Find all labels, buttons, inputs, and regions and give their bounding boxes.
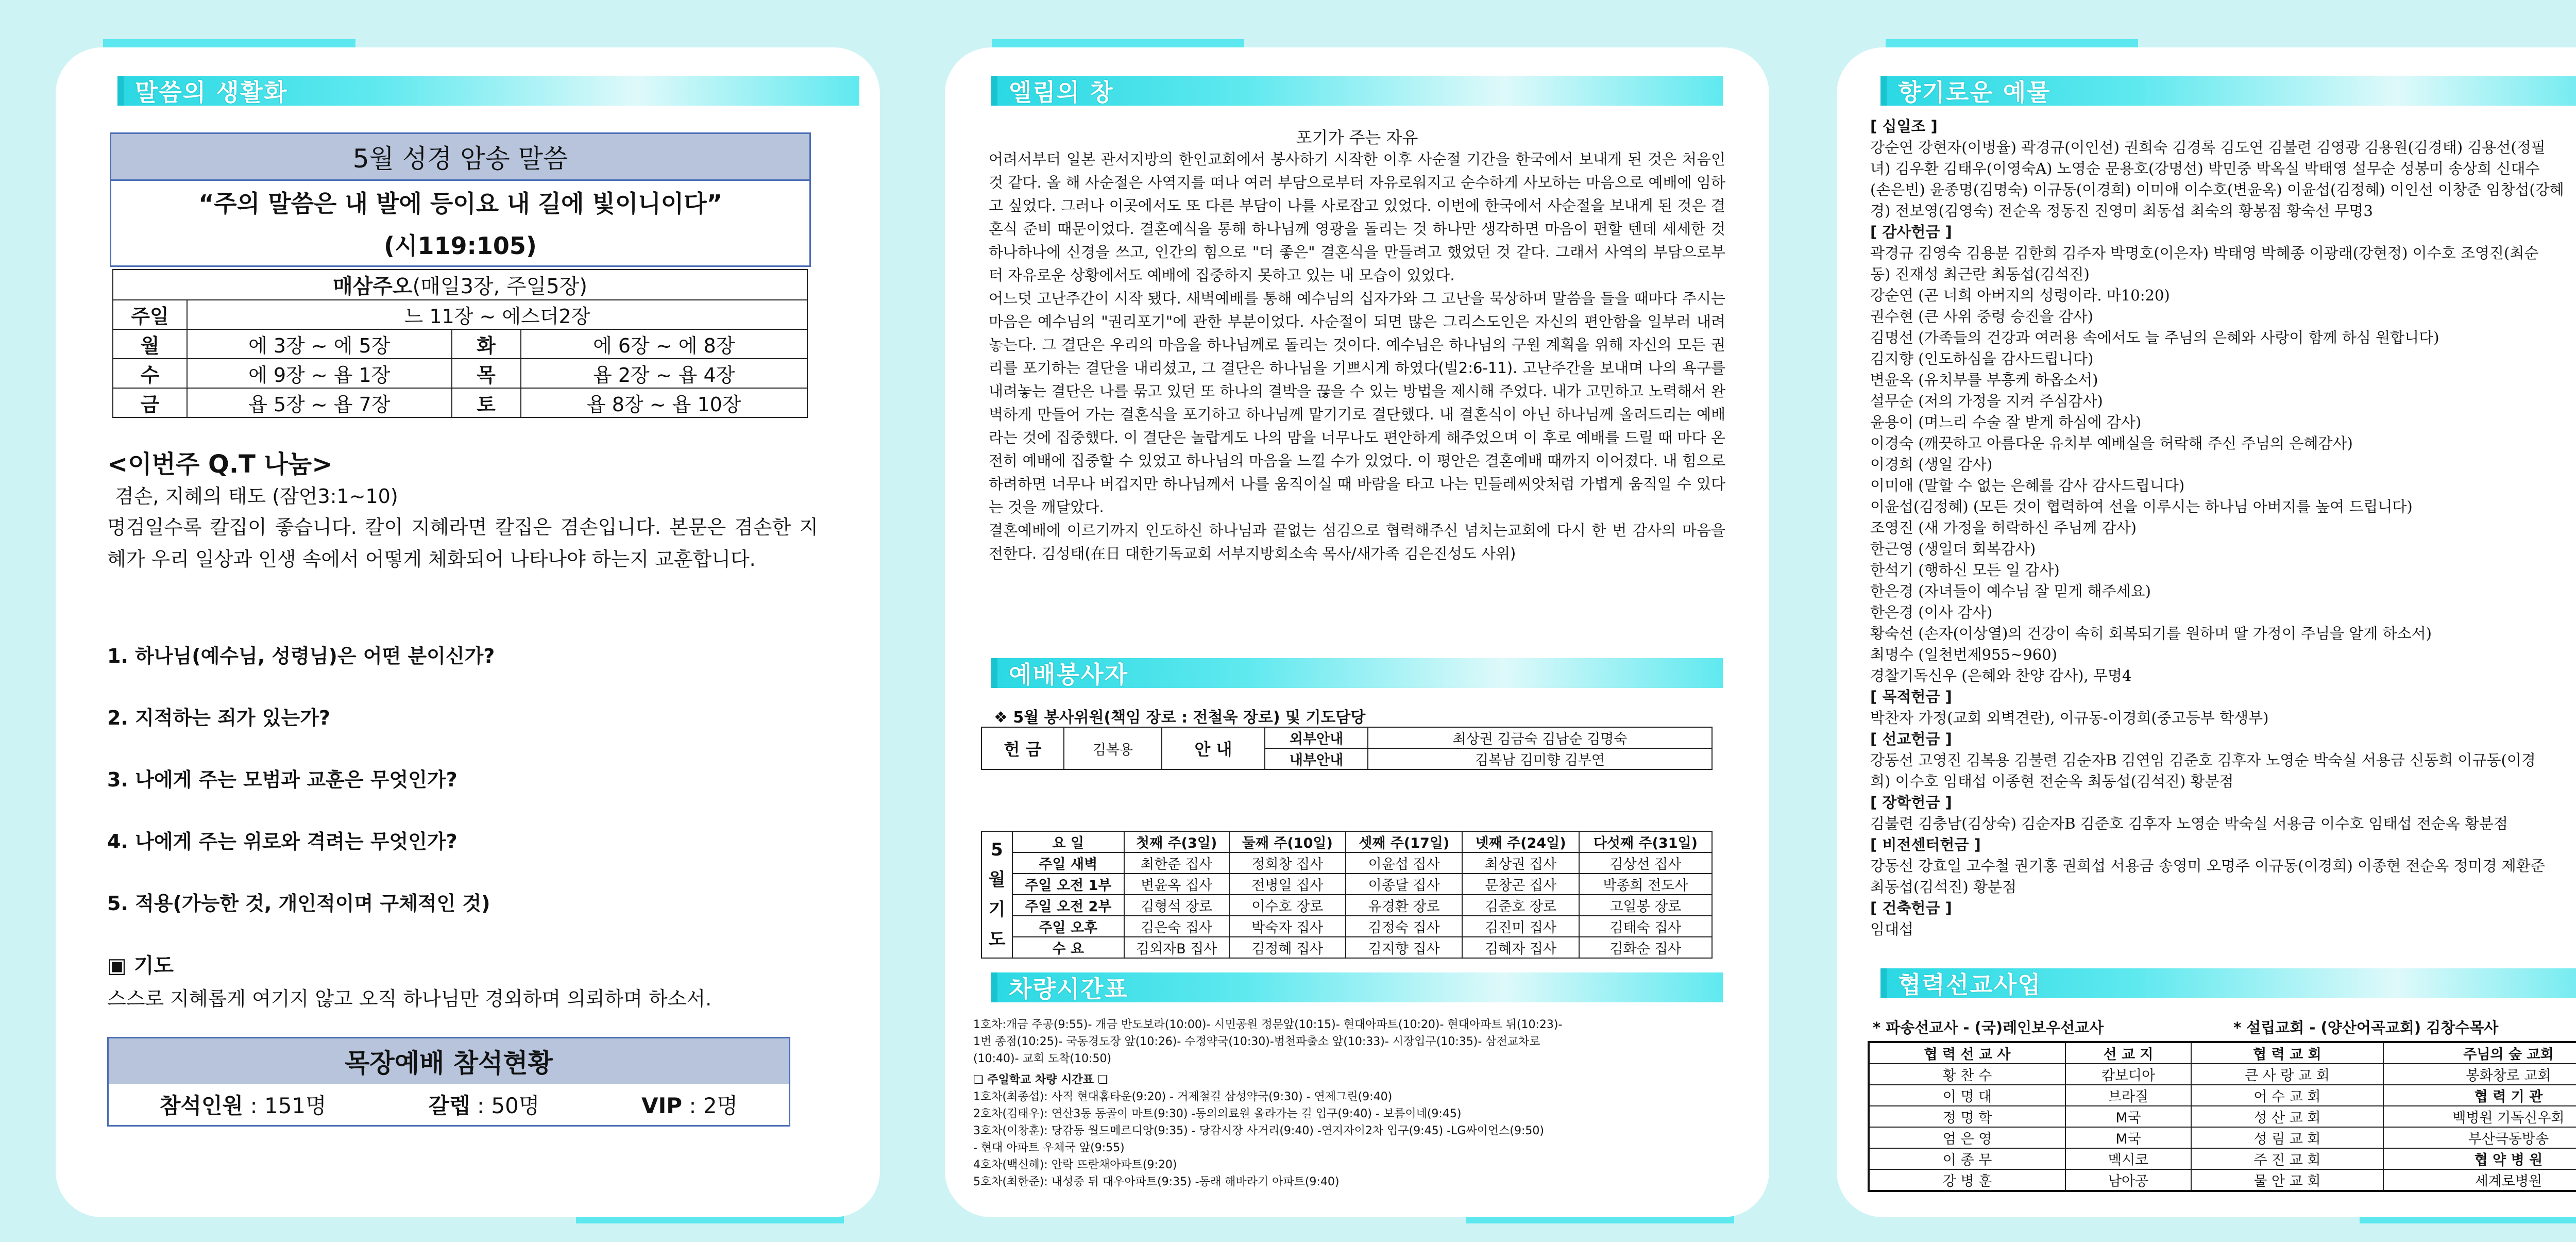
mission-cell: 부산극동방송 (2383, 1127, 2576, 1148)
table-row: 주일 새벽 최한준 집사 정회창 집사 이윤섭 집사 최상권 집사 김상선 집사 (981, 852, 1712, 874)
mission-cell: 정 명 학 (1869, 1106, 2065, 1127)
section-title: 차량시간표 (1009, 975, 1129, 1003)
day-label: 토 (452, 388, 521, 417)
reading-row (113, 329, 807, 359)
offering-category: [ 장학헌금 ] (1870, 794, 1952, 811)
inner-usher-label: 내부안내 (1265, 748, 1368, 769)
service-subtitle: ❖ 5월 봉사위원(책임 장로 : 전철욱 장로) 및 기도담당 (994, 709, 1366, 727)
reading-row (113, 388, 807, 417)
qt-question: 5. 적용(가능한 것, 개인적이며 구체적인 것) (107, 892, 490, 915)
offering-line: 이미애 (말할 수 없는 은혜를 감사 감사드립니다) (1870, 477, 2185, 494)
offering-line: 최명수 (일천번제955~960) (1870, 646, 2057, 663)
day-reading: 에 6장 ~ 에 8장 (521, 329, 807, 359)
mission-cell: 백병원 기독신우회 (2383, 1106, 2576, 1127)
offering-line: 강순연 강현자(이병율) 곽경규(이인선) 권희숙 김경록 김도연 김불련 김영광 김용원(김경태) 김용선(정필 (1870, 139, 2546, 156)
mission-cell: 협 약 병 원 (2383, 1148, 2576, 1169)
day-label: 화 (452, 329, 521, 359)
section-title-bar (991, 972, 1723, 1002)
offering-line: 희) 이수호 임태섭 이종현 전순옥 최동섭(김석진) 황분점 (1870, 773, 2234, 790)
column-header: 넷째 주(24일) (1462, 831, 1579, 852)
reading-title: 매삼주오 (333, 275, 413, 298)
offering-line: 녀) 김우환 김태우(이영숙A) 노영순 문용호(강명선) 박민중 박옥실 박태영 설무순 성봉미 송상희 신대수 (1870, 160, 2540, 177)
verse-header: 5월 성경 암송 말씀 (111, 134, 809, 181)
offerings-list (1870, 116, 2576, 940)
day-reading: 욥 2장 ~ 욥 4장 (521, 359, 807, 388)
article-body (989, 148, 1725, 565)
day-label: 목 (452, 359, 521, 388)
outer-usher-label: 외부안내 (1265, 727, 1368, 748)
mission-row (1869, 1064, 2576, 1085)
offering-line: 임대섭 (1870, 920, 1914, 938)
offering-label: 헌 금 (981, 727, 1064, 769)
mission-row (1869, 1169, 2576, 1191)
mission-cell: 큰 사 랑 교 회 (2191, 1064, 2383, 1085)
mission-cell: 협 력 기 관 (2383, 1085, 2576, 1106)
mission-cell: 이 종 무 (1869, 1148, 2065, 1169)
panel-offerings (1837, 47, 2576, 1217)
offering-category: [ 비전센터헌금 ] (1870, 836, 1981, 853)
day-label: 금 (113, 388, 187, 417)
mission-cell: M국 (2065, 1127, 2191, 1148)
missionary-heading: * 파송선교사 - (국)레인보우선교사 (1873, 1019, 2104, 1036)
mission-cell: 물 안 교 회 (2191, 1169, 2383, 1191)
mission-header: 협 력 교 회 (2191, 1042, 2383, 1064)
school-bus-heading: ❏ 주일학교 차량 시간표 ❏ (973, 1073, 1108, 1086)
day-label: 월 (113, 329, 187, 359)
offering-line: 강동선 고영진 김복용 김불련 김순자B 김연임 김준호 김후자 노영순 박숙실 서용금 신동희 이규동(이경 (1870, 751, 2536, 769)
offering-line: 김불련 김충남(김상숙) 김순자B 김준호 김후자 노영순 박숙실 서용금 이수호 임태섭 전순옥 황분점 (1870, 815, 2508, 832)
article-title: 포기가 주는 자유 (1296, 128, 1418, 147)
day-label: 수 (113, 359, 187, 388)
offering-category: [ 선교헌금 ] (1870, 730, 1952, 748)
offering-line: 윤용이 (며느리 수술 잘 받게 하심에 감사) (1870, 413, 2142, 431)
mission-cell: 성 산 교 회 (2191, 1106, 2383, 1127)
mission-cell: 세계로병원 (2383, 1169, 2576, 1191)
section-title-bar (991, 658, 1723, 688)
qt-question: 4. 나에게 주는 위로와 격려는 무엇인가? (107, 830, 457, 853)
church-plant-heading: * 설립교회 - (양산어곡교회) 김창수목사 (2233, 1019, 2499, 1036)
mission-cell: 강 병 훈 (1869, 1169, 2065, 1191)
section-title: 엘림의 창 (1009, 78, 1114, 106)
offering-line: 한은경 (이사 감사) (1870, 603, 1993, 621)
table-row: 주일 오전 2부 김형석 장로 이수호 장로 유경환 장로 김준호 장로 고일봉 장로 (981, 895, 1712, 916)
section-title: 말씀의 생활화 (135, 78, 288, 106)
prayer-duty-table (981, 831, 1713, 959)
article-paragraph: 결혼예배에 이르기까지 인도하신 하나님과 끝없는 섬김으로 협력해주신 넘치는교회에 다시 한 번 감사의 마음을 전한다. 김성태(在日 대한기독교회 서부지방회소속 목사/새가족 김은진성도 사위) (989, 522, 1725, 562)
column-header: 셋째 주(17일) (1346, 831, 1462, 852)
offering-line: 박찬자 가정(교회 외벽견란), 이규동-이경희(중고등부 학생부) (1870, 709, 2269, 727)
section-title-bar (1880, 76, 2576, 106)
mission-cell: 브라질 (2065, 1085, 2191, 1106)
offering-category: [ 감사헌금 ] (1870, 223, 1952, 241)
day-reading: 에 9장 ~ 욥 1장 (187, 359, 452, 388)
mission-row (1869, 1106, 2576, 1127)
qt-body: 명검일수록 칼집이 좋습니다. 칼이 지혜라면 칼집은 겸손입니다. 본문은 겸손한 지혜가 우리 일상과 인생 속에서 어떻게 체화되어 나타나야 하는지 교훈합니다. (107, 516, 818, 570)
qt-question: 1. 하나님(예수님, 성령님)은 어떤 분이신가? (107, 645, 495, 667)
offering-line: 김명선 (가족들의 건강과 여러용 속에서도 늘 주님의 은혜와 사랑이 함께 하심 원합니다) (1870, 329, 2439, 346)
usher-label: 안 내 (1162, 727, 1265, 769)
mission-row (1869, 1085, 2576, 1106)
offering-line: 이경숙 (깨끗하고 아름다운 유치부 예배실을 허락해 주신 주님의 은혜감사) (1870, 434, 2353, 452)
mission-cell: 캄보디아 (2065, 1064, 2191, 1085)
offering-line: 강순연 (곤 너희 아버지의 성령이라. 마10:20) (1870, 287, 2170, 304)
mission-cell: 주 진 교 회 (2191, 1148, 2383, 1169)
offering-line: 경) 전보영(김영숙) 전순옥 정동진 진영미 최동섭 최숙의 황봉점 황숙선 무명3 (1870, 202, 2373, 220)
section-title: 예배봉사자 (1009, 661, 1129, 689)
attendance-title: 목장예배 참석현황 (109, 1038, 789, 1084)
panel-elim-window (945, 47, 1769, 1217)
sunday-label: 주일 (113, 300, 187, 329)
mission-cell: 엄 은 영 (1869, 1127, 2065, 1148)
table-row: 수 요 김외자B 집사 김정혜 집사 김지향 집사 김혜자 집사 김화순 집사 (981, 937, 1712, 958)
month-label: 5 월 기 도 (981, 831, 1012, 958)
mission-header: 협 력 선 교 사 (1869, 1042, 2065, 1064)
mission-cell: 멕시코 (2065, 1148, 2191, 1169)
mission-cell: 황 찬 수 (1869, 1064, 2065, 1085)
offering-line: 김지향 (인도하심을 감사드립니다) (1870, 350, 2094, 367)
attendance-item: VIP : 2명 (641, 1093, 738, 1118)
offering-line: 최동섭(김석진) 황분점 (1870, 878, 2016, 896)
offering-line: (손은빈) 윤종명(김명숙) 이규동(이경희) 이미애 이수호(변윤옥) 이윤섭(김정혜) 이인선 이창준 임창섭(강혜 (1870, 181, 2564, 198)
section-title-bar (991, 76, 1723, 106)
mission-cell: M국 (2065, 1106, 2191, 1127)
offering-line: 이경희 (생일 감사) (1870, 456, 1993, 473)
mission-row (1869, 1127, 2576, 1148)
offering-line: 경찰기독신우 (은혜와 찬양 감사), 무명4 (1870, 667, 2132, 684)
reading-row (113, 359, 807, 388)
sunday-value: 느 11장 ~ 에스더2장 (187, 300, 807, 329)
section-title-bar (117, 76, 859, 106)
offering-name: 김복용 (1064, 727, 1162, 769)
offering-line: 권수현 (큰 사위 중령 승진을 감사) (1870, 308, 2093, 325)
offering-category: [ 목적헌금 ] (1870, 688, 1952, 706)
offering-category: [ 십일조 ] (1870, 118, 1938, 135)
prayer-text: 스스로 지혜롭게 여기지 않고 오직 하나님만 경외하며 의뢰하며 하소서. (107, 987, 712, 1010)
section-title: 향기로운 예물 (1898, 78, 2051, 106)
section-title-bar (1880, 968, 2576, 998)
bus-schedule: 1호차:개금 주공(9:55)- 개금 반도보라(10:00)- 시민공원 정문앞(10:15)- 현대아파트(10:20)- 현대아파트 뒤(10:23)- 1번 종점(10:25)- 국동경도장 앞(10:26)- 수정약국(10:30)-범천파출소 앞(10:33)- 시장입구(10:35)- 삼전교차로 (10:40)- 교회 도착(10:50) ❏ 주일학교 차량 시간표 ❏ 1호차(최종섭): 사직 현대홈타운(9:20) - 거제철길 삼성약국(9:30) - 연제그린(9:40) 2호차(김태우): 연산3동 동골이 마트(9:30) -동의의료원 올라가는 길 입구(9:40) - 보름이네(9:45) 3호차(이창훈): 당감동 월드메르디앙(9:35) - 당감시장 사거리(9:40) -연지자이2차 입구(9:45) -LG싸이언스(9:50) - 현대 아파트 우체국 앞(9:55) 4호차(백신혜): 안락 뜨란채아파트(9:20) 5호차(최한준): 내성중 뒤 대우아파트(9:35) -동래 해바라기 아파트(9:40) (973, 1016, 1736, 1190)
mission-cell: 봉화창로 교회 (2383, 1064, 2576, 1085)
article-paragraph: 어려서부터 일본 관서지방의 한인교회에서 봉사하기 시작한 이후 사순절 기간을 한국에서 보내게 된 것은 처음인 것 같다. 올 해 사순절은 사역지를 떠나 여러 부담으로부터 자유로워지고 순수하게 사모하는 마음으로 예배에 임하고 싶었다. 그러나 이곳에서도 또 다른 부담이 나를 사로잡고 있었다. 이번에 한국에서 사순절을 보내게 된 것은 결혼식 준비 때문이었다. 결혼예식을 통해 하나님께 영광을 돌리는 것 하나만 생각하면 마음이 편할 텐데 세세한 것 하나하나에 신경을 쓰고, 인간의 힘으로 "더 좋은" 결혼식을 만들려고 했었던 것 같다. 그래서 사역의 부담으로부터 자유로운 상황에서도 예배에 집중하지 못하고 있는 내 모습이 있었다. (989, 150, 1725, 284)
attendance-box (107, 1037, 790, 1127)
offering-usher-table (981, 727, 1713, 770)
attendance-item: 갈렙 : 50명 (428, 1093, 540, 1118)
mission-header: 선 교 지 (2065, 1042, 2191, 1064)
verse-line: “주의 말씀은 내 발에 등이요 내 길에 빛이니이다” (198, 190, 722, 217)
mission-cell: 어 수 교 회 (2191, 1085, 2383, 1106)
mission-header: 주님의 숲 교회 (2383, 1042, 2576, 1064)
panel-word-life (56, 47, 880, 1217)
memory-verse-box (110, 132, 811, 267)
column-header: 첫째 주(3일) (1124, 831, 1229, 852)
offering-line: 곽경규 김영숙 김용분 김한희 김주자 박명호(이은자) 박태영 박혜종 이광래(강현정) 이수호 조영진(최순 (1870, 244, 2539, 262)
attendance-item: 참석인원 : 151명 (159, 1093, 327, 1118)
offering-line: 강동선 강효일 고수철 권기홍 권희섭 서용금 송영미 오명주 이규동(이경희) 이종현 전순옥 정미경 제환준 (1870, 857, 2545, 875)
table-row: 주일 오전 1부 변윤옥 집사 전병일 집사 이종달 집사 문창곤 집사 박종희 전도사 (981, 874, 1712, 895)
mission-cell: 남아공 (2065, 1169, 2191, 1191)
offering-line: 변윤옥 (유치부를 부흥케 하옵소서) (1870, 371, 2098, 389)
offering-line: 동) 진재성 최근란 최동섭(김석진) (1870, 265, 2090, 283)
inner-usher-names: 김복남 김미향 김부연 (1368, 748, 1712, 769)
day-reading: 욥 5장 ~ 욥 7장 (187, 388, 452, 417)
day-reading: 에 3장 ~ 에 5장 (187, 329, 452, 359)
column-header: 둘째 주(10일) (1229, 831, 1346, 852)
reading-plan-table (112, 269, 808, 418)
offering-line: 조영진 (새 가정을 허락하신 주님께 감사) (1870, 519, 2137, 536)
section-title: 협력선교사업 (1898, 971, 2042, 999)
offering-line: 설무순 (저의 가정을 지켜 주심감사) (1870, 392, 2103, 410)
mission-row (1869, 1148, 2576, 1169)
qt-subtitle: 겸손, 지혜의 태도 (잠언3:1~10) (115, 485, 398, 508)
offering-category: [ 건축헌금 ] (1870, 899, 1952, 917)
offering-line: 한석기 (행하신 모든 일 감사) (1870, 561, 2060, 579)
offering-line: 한근영 (생일더 회복감사) (1870, 540, 2036, 558)
table-row: 주일 오후 김은숙 집사 박숙자 집사 김정숙 집사 김진미 집사 김태숙 집사 (981, 916, 1712, 937)
column-header: 다섯째 주(31일) (1579, 831, 1712, 852)
offering-line: 황숙선 (손자(이상열)의 건강이 속히 회복되기를 원하며 딸 가정이 주님을 알게 하소서) (1870, 625, 2432, 642)
mission-cell: 이 명 대 (1869, 1085, 2065, 1106)
qt-question: 3. 나에게 주는 모범과 교훈은 무엇인가? (107, 768, 457, 791)
outer-usher-names: 최상권 김금숙 김남순 김명숙 (1368, 727, 1712, 748)
prayer-heading: ▣ 기도 (107, 954, 174, 978)
mission-table (1868, 1041, 2576, 1192)
qt-heading: <이번주 Q.T 나눔> (107, 450, 333, 479)
day-reading: 욥 8장 ~ 욥 10장 (521, 388, 807, 417)
qt-question: 2. 지적하는 죄가 있는가? (107, 707, 330, 729)
offering-line: 한은경 (자녀들이 예수님 잘 믿게 해주세요) (1870, 582, 2151, 600)
verse-reference: (시119:105) (384, 232, 537, 260)
column-header: 요 일 (1012, 831, 1124, 852)
offering-line: 이윤섭(김정혜) (모든 것이 협력하여 선을 이루시는 하나님 아버지를 높여 드립니다) (1870, 498, 2413, 515)
reading-title-sub: (매일3장, 주일5장) (412, 275, 587, 298)
mission-cell: 성 림 교 회 (2191, 1127, 2383, 1148)
article-paragraph: 어느덧 고난주간이 시작 됐다. 새벽예배를 통해 예수님의 십자가와 그 고난을 묵상하며 말씀을 들을 때마다 주시는 마음은 예수님의 "권리포기"에 관한 부분이었다. 사순절이 되면 많은 그리스도인은 자신의 편안함을 일부러 내려놓는다. 그 결단은 우리의 마음을 하나님께로 돌리는 것이다. 예수님은 하나님의 구원 계획을 위해 자신의 모든 권리를 포기하는 결단을 내리셨고, 그 결단은 하나님을 기쁘시게 하였다(빌2:6-11). 고난주간을 보내며 나의 욕구를 내려놓는 결단은 나를 묶고 있던 또 하나의 결박을 끊을 수 있는 방법을 제시해 주었다. 내가 고민하고 노력해서 완벽하게 만들어 가는 결혼식을 포기하고 하나님께 맡기기로 결단했다. 내 결혼식이 아닌 하나님께 올려드리는 예배라는 것에 집중했다. 이 결단은 놀랍게도 나의 맘을 너무나도 편안하게 해주었으며 이 후로 예배를 드릴 때 마다 온전히 예배에 집중할 수 있었고 하나님의 마음을 느낄 수가 있었다. 이 평안은 결혼예배 때까지 이어졌다. 내 힘으로 하려하면 너무나 버겁지만 하나님께서 나를 움직이실 때 바람을 타고 나는 민들레씨앗처럼 가볍게 움직일 수 있다는 것을 깨달았다. (989, 290, 1725, 516)
